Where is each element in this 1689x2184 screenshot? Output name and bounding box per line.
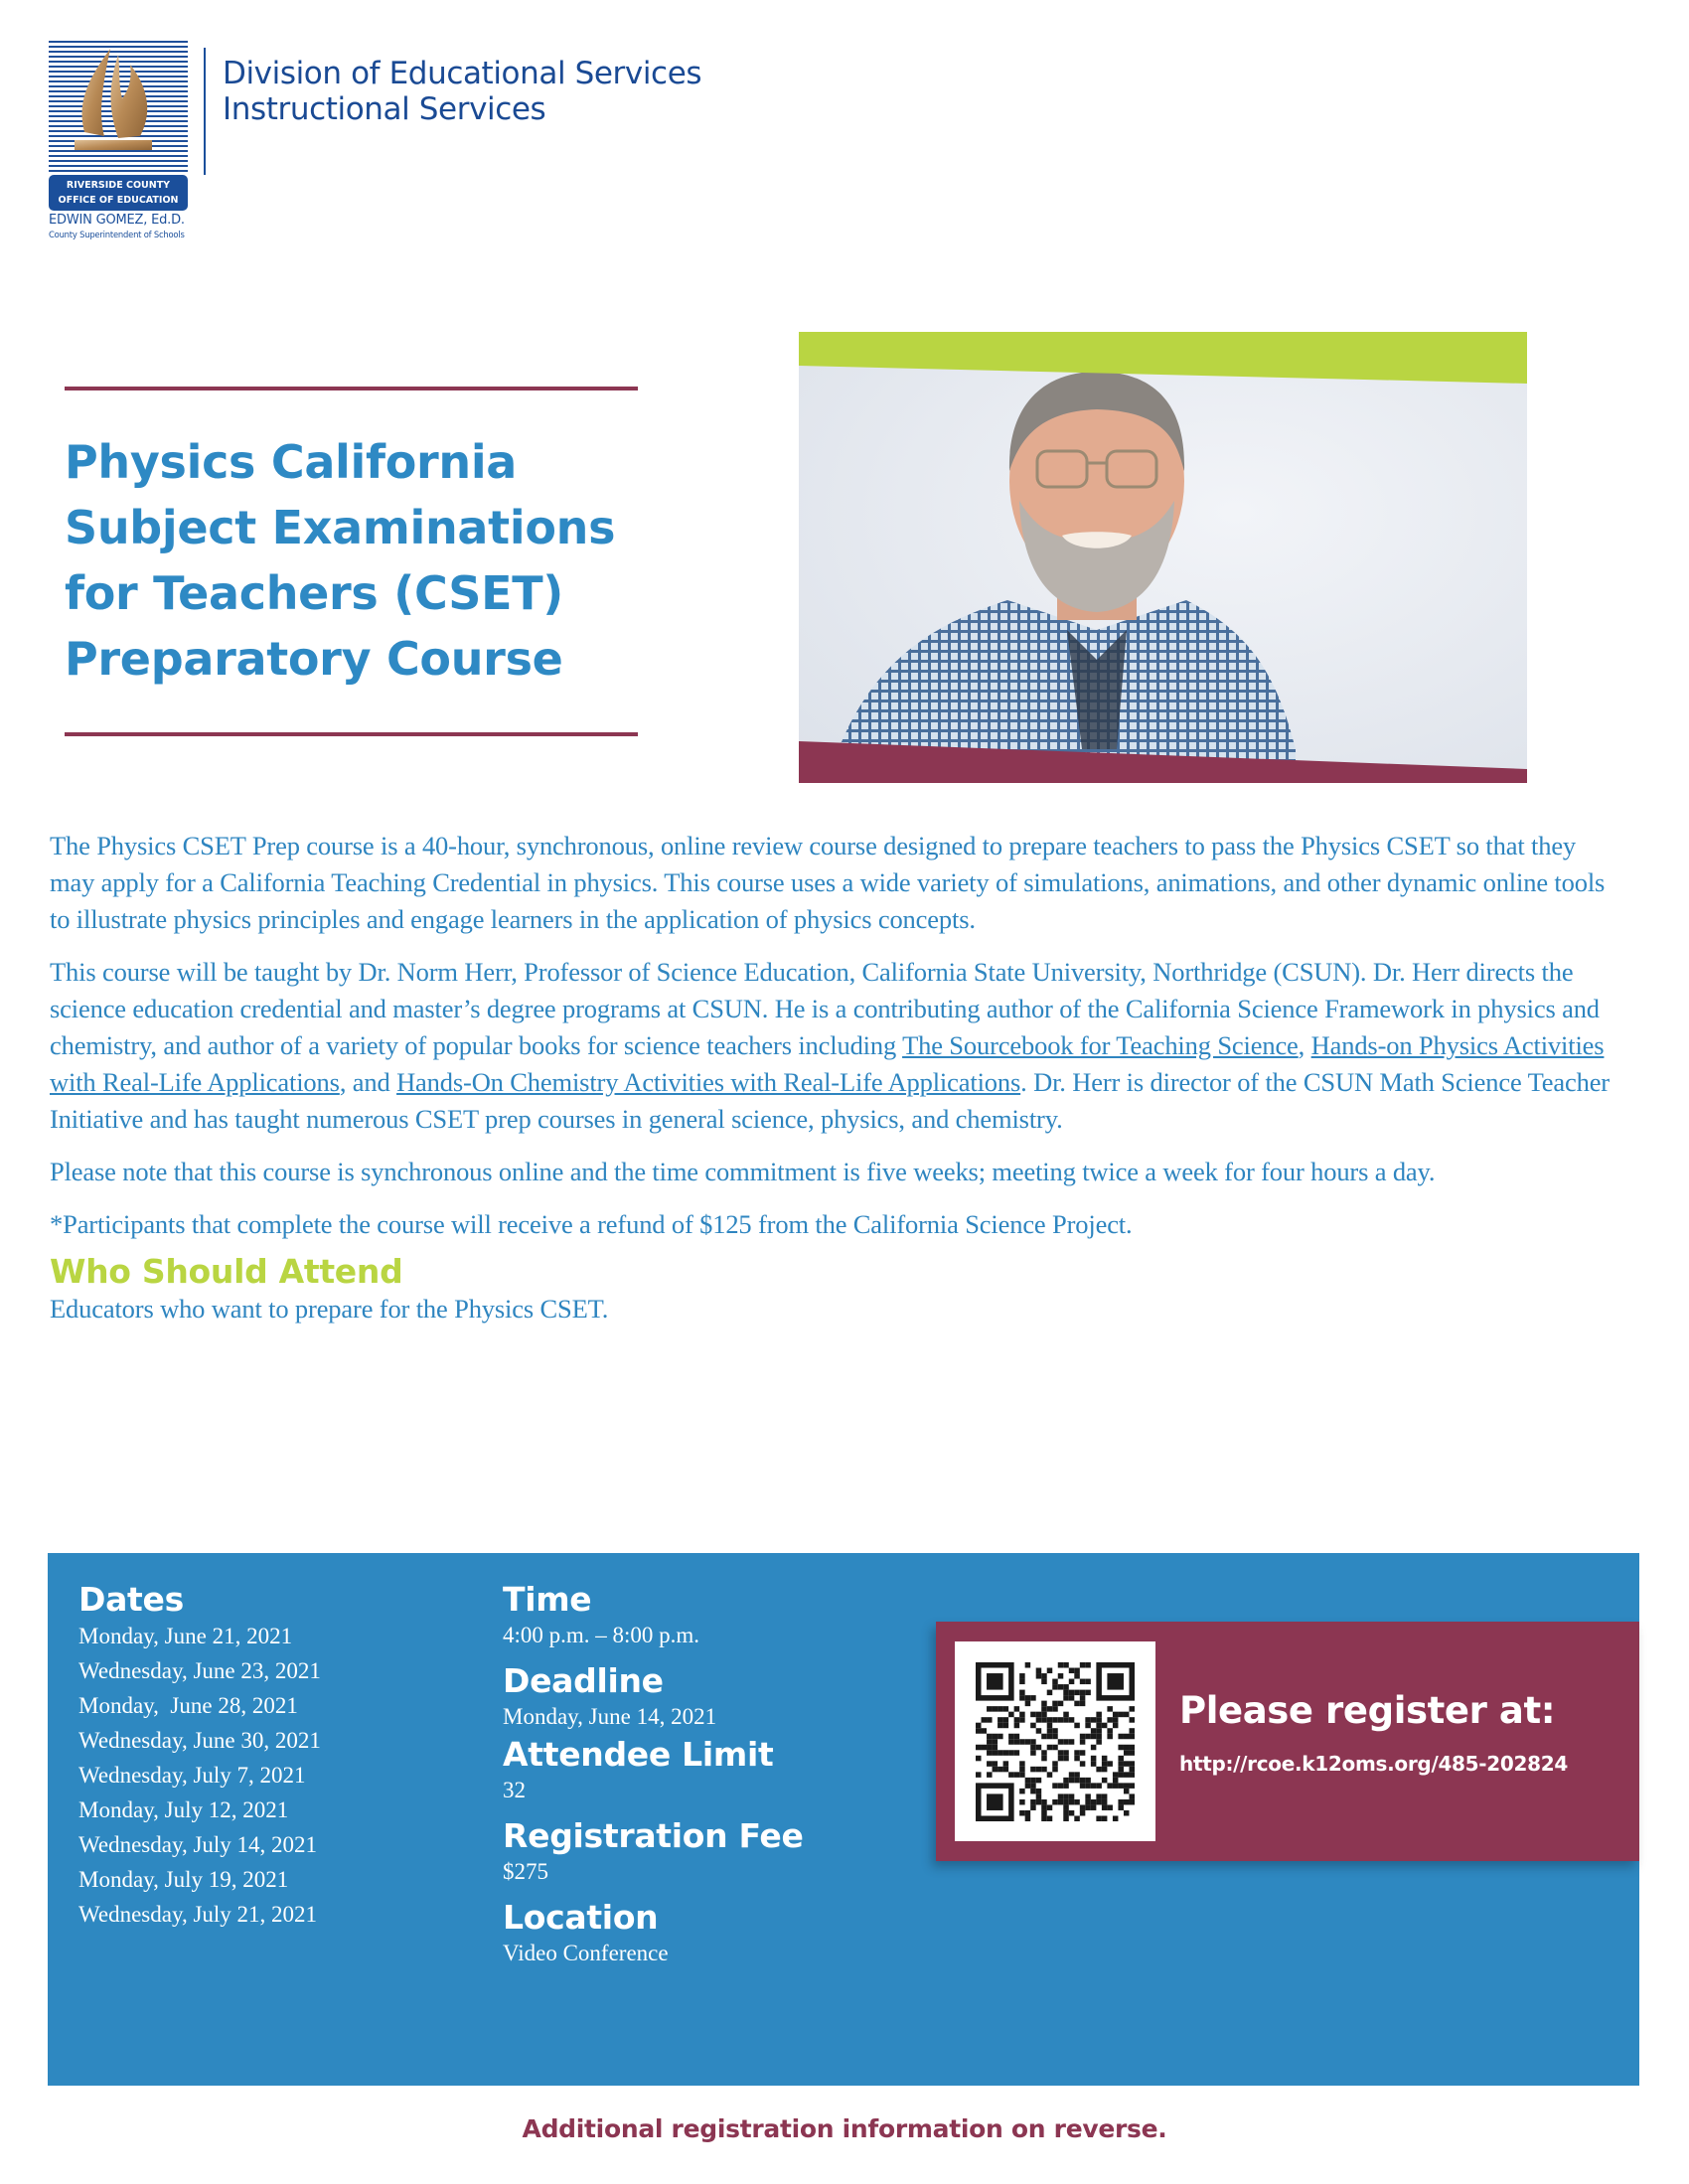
schedule-note: Please note that this course is synchronous online and the time commitment is five weeks; meeting twice a week for four hours a day.: [50, 1157, 1436, 1186]
superintendent-role: County Superintendent of Schools: [49, 230, 185, 239]
book-link-physics-activities[interactable]: Hands-on Physics Activities with Real-Life Applications: [50, 1030, 1605, 1097]
separator: , and: [339, 1067, 397, 1097]
superintendent-name: EDWIN GOMEZ, Ed.D.: [49, 213, 185, 228]
attendee-limit-value: 32: [503, 1778, 526, 1802]
logo-badge-line2: OFFICE OF EDUCATION: [58, 195, 179, 206]
separator: ,: [1298, 1030, 1311, 1060]
date-item: Wednesday, June 30, 2021: [78, 1728, 321, 1753]
footer-note: Additional registration information on reverse.: [522, 2114, 1167, 2143]
page-title: [65, 429, 760, 692]
title-rule-bottom: [65, 732, 638, 736]
location-value: Video Conference: [503, 1941, 669, 1965]
registration-link[interactable]: http://rcoe.k12oms.org/485-202824: [1179, 1752, 1568, 1776]
dates-list: [78, 1619, 321, 1932]
registration-panel: [936, 1622, 1639, 1861]
portrait-illustration: [799, 332, 1527, 783]
registration-fee-value: $275: [503, 1859, 548, 1884]
location-heading: Location: [503, 1898, 659, 1937]
unit-name: Instructional Services: [223, 91, 546, 127]
date-item: Wednesday, June 23, 2021: [78, 1658, 321, 1683]
who-should-attend-text: Educators who want to prepare for the Physics CSET.: [50, 1294, 609, 1324]
date-item: Monday, June 28, 2021: [78, 1693, 298, 1718]
course-description: [50, 828, 1619, 1343]
instructor-paragraph: [50, 954, 1619, 1138]
instructor-photo: [799, 332, 1527, 783]
refund-note: *Participants that complete the course will receive a refund of $125 from the California Science Project.: [50, 1209, 1133, 1239]
date-item: Monday, July 12, 2021: [78, 1797, 289, 1822]
logo-badge-line1: RIVERSIDE COUNTY: [66, 180, 171, 191]
logo-badge: [49, 175, 188, 211]
rcoe-logo: [49, 41, 188, 172]
header-text: [223, 56, 701, 127]
deadline-value: Monday, June 14, 2021: [503, 1704, 717, 1729]
title-line: Preparatory Course: [65, 632, 563, 686]
title-line: Physics California: [65, 435, 518, 489]
superintendent-credit: [49, 213, 193, 240]
header-divider: [204, 48, 206, 175]
date-item: Monday, June 21, 2021: [78, 1624, 293, 1648]
dates-section: [78, 1581, 321, 1932]
attendee-limit-heading: Attendee Limit: [503, 1735, 774, 1774]
title-rule-top: [65, 387, 638, 390]
time-value: 4:00 p.m. – 8:00 p.m.: [503, 1623, 700, 1647]
time-heading: Time: [503, 1580, 592, 1619]
course-details-panel: [48, 1553, 1639, 2086]
who-should-attend-heading: Who Should Attend: [50, 1252, 403, 1291]
title-line: for Teachers (CSET): [65, 566, 564, 620]
instructor-text: This course will be taught by Dr. Norm Herr, Professor of Science Education, California State University, Northridge (CSUN). Dr. Herr directs the science education credential and master’s degree programs at CSUN. He is a contributing author of the California Science Framework in physics and chemistry, and author of a variety of popular books for science teachers including: [50, 957, 1600, 1060]
intro-paragraph: The Physics CSET Prep course is a 40-hour, synchronous, online review course designed to prepare teachers to pass the Physics CSET so that they may apply for a California Teaching Credential in physics. This course uses a wide variety of simulations, animations, and other dynamic online tools to illustrate physics principles and engage learners in the application of physics concepts.: [50, 831, 1606, 934]
qr-code[interactable]: [955, 1641, 1155, 1841]
book-link-chemistry-activities[interactable]: Hands-On Chemistry Activities with Real-Life Applications: [396, 1067, 1021, 1097]
dates-heading: Dates: [78, 1580, 184, 1619]
title-line: Subject Examinations: [65, 501, 616, 554]
book-link-sourcebook[interactable]: The Sourcebook for Teaching Science: [902, 1030, 1299, 1060]
instructor-text-end: . Dr. Herr is director of the CSUN Math Science Teacher Initiative and has taught numerous CSET prep courses in general science, physics, and chemistry.: [50, 1067, 1610, 1134]
division-name: Division of Educational Services: [223, 56, 702, 91]
register-label: Please register at:: [1179, 1689, 1556, 1732]
date-item: Wednesday, July 14, 2021: [78, 1832, 318, 1857]
date-item: Monday, July 19, 2021: [78, 1867, 289, 1892]
qr-code-icon: [976, 1662, 1135, 1821]
registration-fee-heading: Registration Fee: [503, 1816, 804, 1855]
details-section: [503, 1581, 804, 1980]
flame-icon: [49, 41, 188, 172]
date-item: Wednesday, July 7, 2021: [78, 1763, 306, 1788]
deadline-heading: Deadline: [503, 1661, 664, 1700]
date-item: Wednesday, July 21, 2021: [78, 1902, 318, 1927]
